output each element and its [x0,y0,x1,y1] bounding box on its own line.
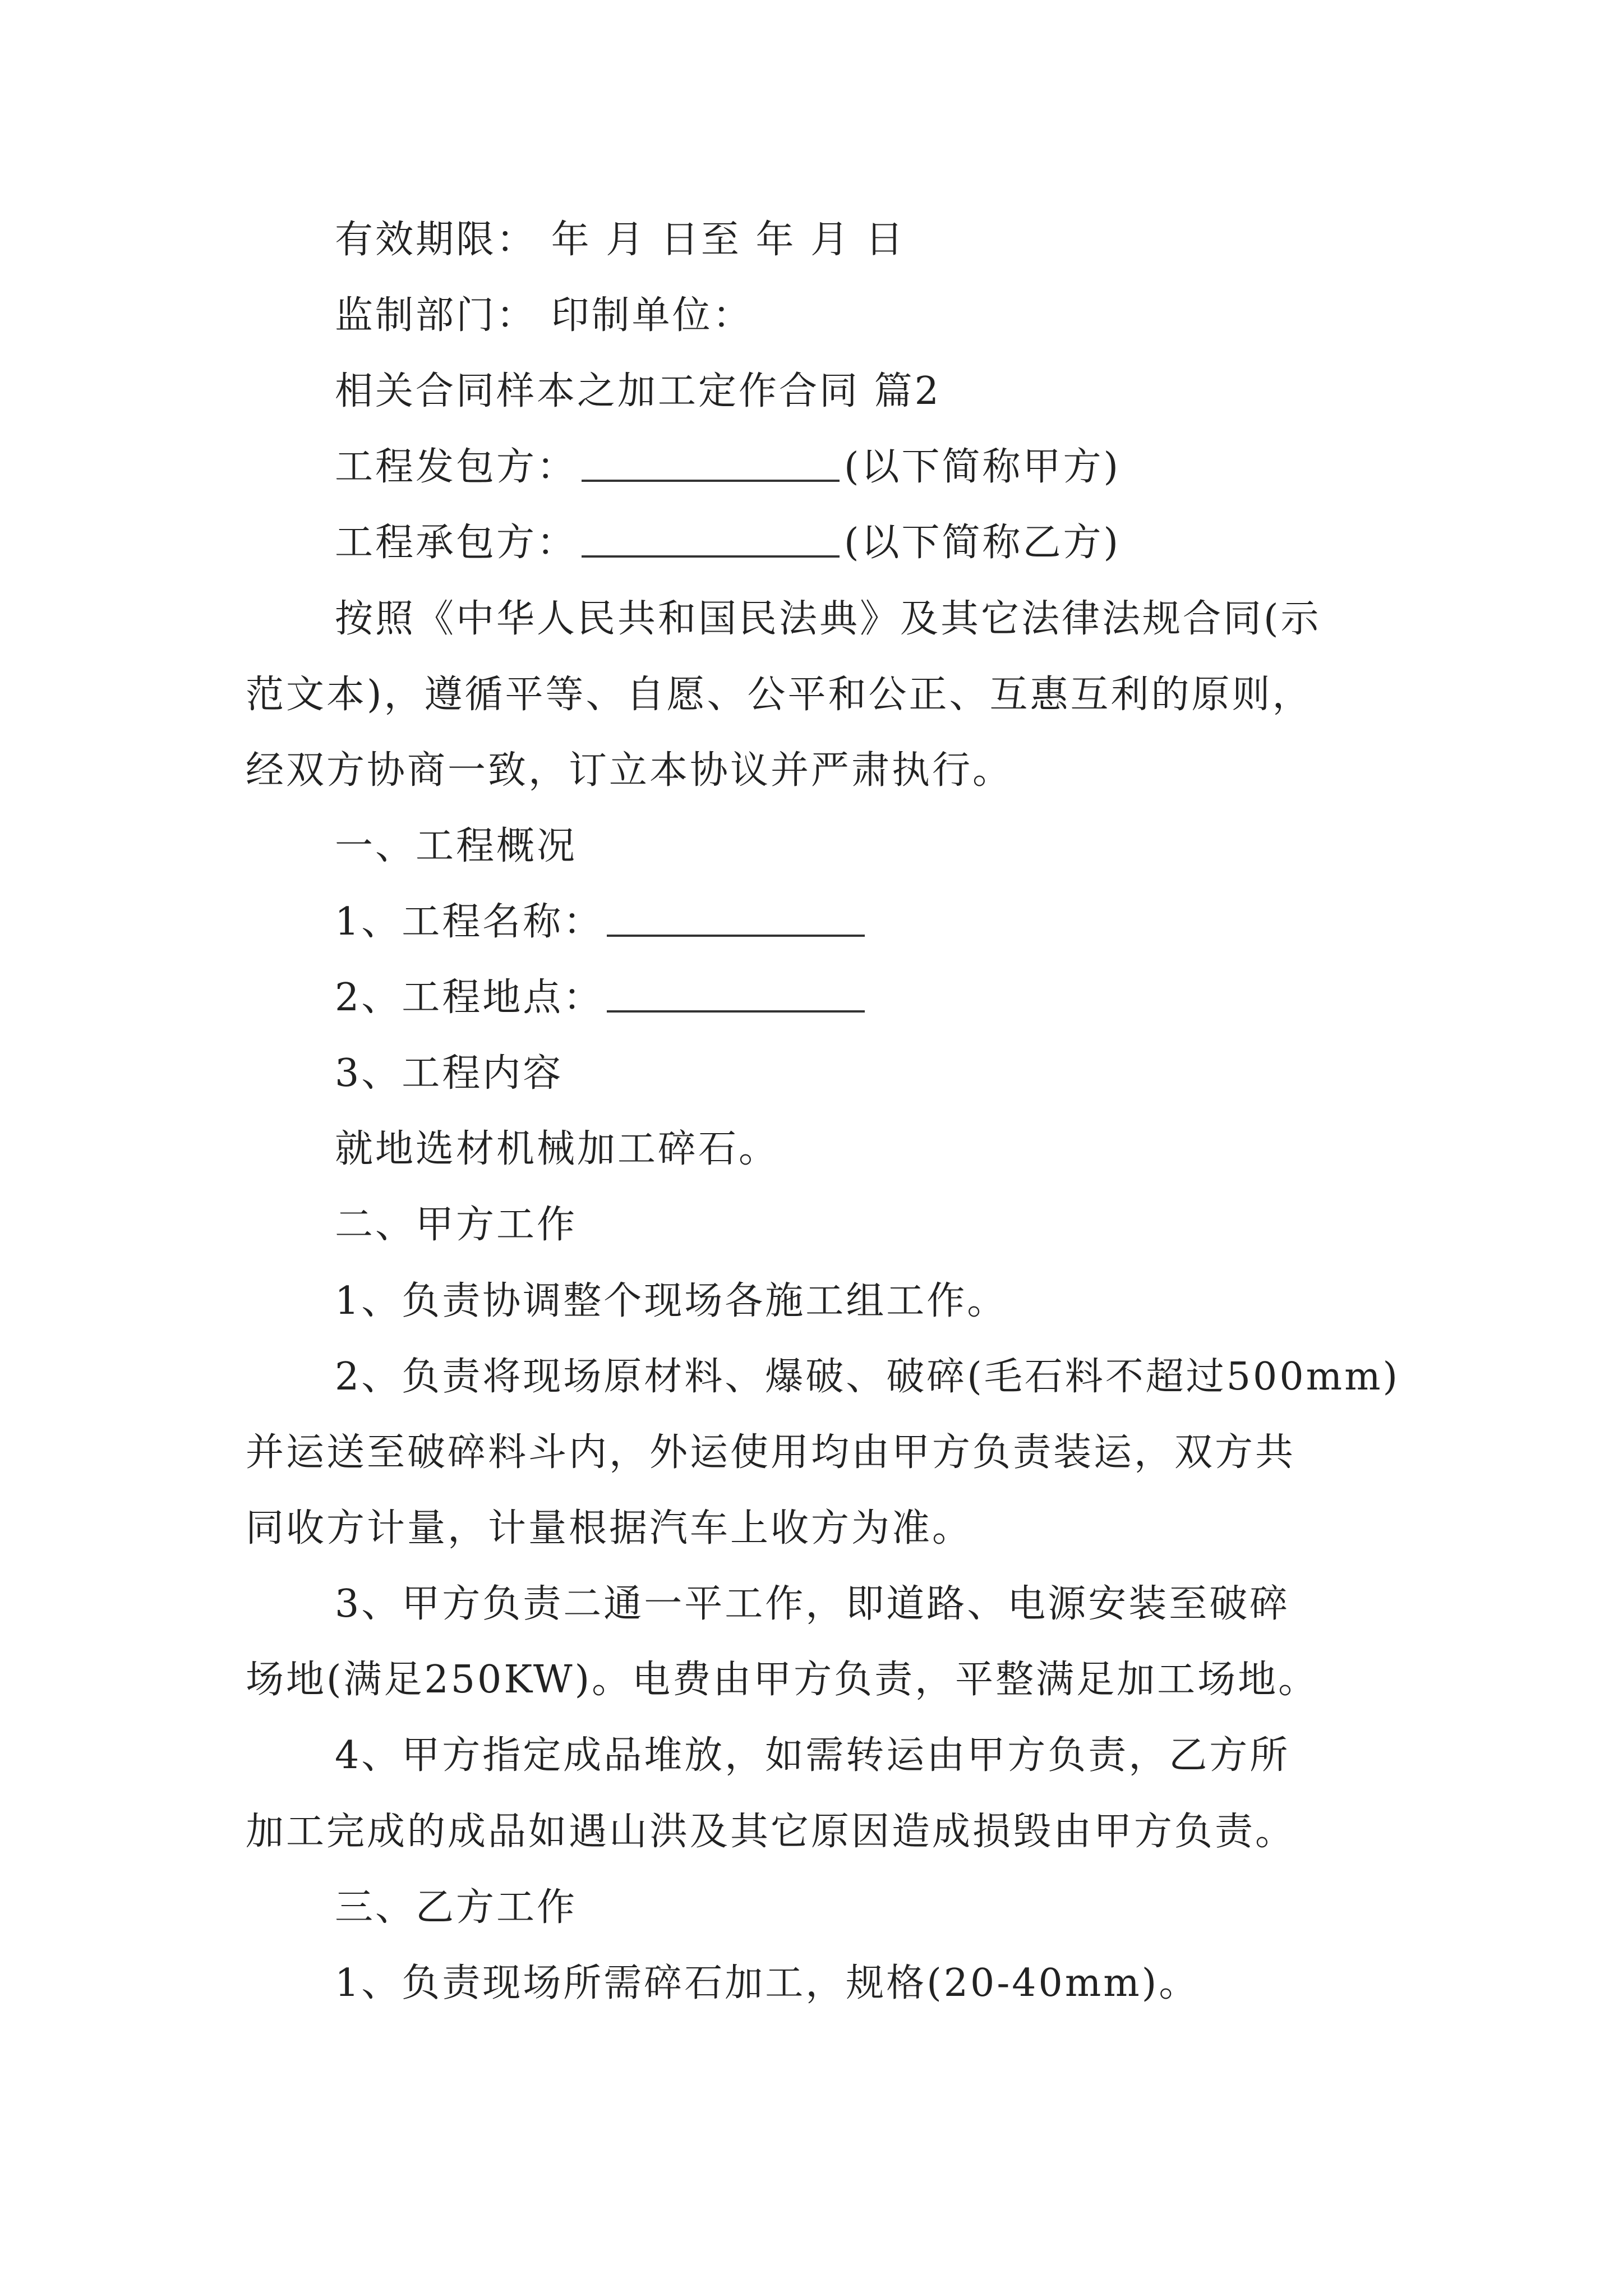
project-content-label: 3、工程内容 [335,1051,564,1096]
supervision-line: 监制部门： 印制单位： [335,293,753,338]
contractor-label: 工程承包方： [335,521,578,565]
contractor-suffix: (以下简称乙方) [844,521,1121,565]
preamble-line-3: 经双方协商一致，订立本协议并严肃执行。 [246,748,1013,793]
section-1-title: 一、工程概况 [335,824,578,868]
preamble-line-1: 按照《中华人民共和国民法典》及其它法律法规合同(示 [335,597,1321,641]
project-site-blank [607,979,865,1013]
section-2-title: 二、甲方工作 [335,1203,578,1247]
party-a-item-2-line-1: 2、负责将现场原材料、爆破、破碎(毛石料不超过500mm) [335,1355,1400,1399]
party-a-item-3-line-2: 场地(满足250KW)。电费由甲方负责，平整满足加工场地。 [246,1658,1319,1702]
project-name-blank [607,903,865,937]
preamble-line-2: 范文本)，遵循平等、自愿、公平和公正、互惠互利的原则， [246,673,1313,717]
contractor-line [335,521,1121,565]
party-a-item-1: 1、负责协调整个现场各施工组工作。 [335,1279,1008,1323]
project-name-label: 1、工程名称： [335,900,604,944]
employer-suffix: (以下简称甲方) [844,445,1121,489]
validity-line: 有效期限： 年 月 日至 年 月 日 [335,218,906,262]
contractor-blank [582,524,840,558]
project-name-line [335,900,869,944]
section-3-title: 三、乙方工作 [335,1885,578,1930]
party-a-item-4-line-2: 加工完成的成品如遇山洪及其它原因造成损毁由甲方负责。 [246,1810,1296,1854]
party-a-item-3-line-1: 3、甲方负责二通一平工作，即道路、电源安装至破碎 [335,1582,1290,1626]
party-a-item-4-line-1: 4、甲方指定成品堆放，如需转运由甲方负责，乙方所 [335,1733,1290,1778]
contract-heading: 相关合同样本之加工定作合同 篇2 [335,369,941,413]
project-site-line [335,976,869,1020]
employer-label: 工程发包方： [335,445,578,489]
project-site-label: 2、工程地点： [335,976,604,1020]
employer-blank [582,448,840,482]
employer-line [335,445,1121,489]
project-content-text: 就地选材机械加工碎石。 [335,1127,780,1171]
party-a-item-2-line-3: 同收方计量，计量根据汽车上收方为准。 [246,1506,973,1550]
party-a-item-2-line-2: 并运送至破碎料斗内，外运使用均由甲方负责装运，双方共 [246,1430,1296,1475]
party-b-item-1: 1、负责现场所需碎石加工，规格(20-40mm)。 [335,1961,1200,2005]
